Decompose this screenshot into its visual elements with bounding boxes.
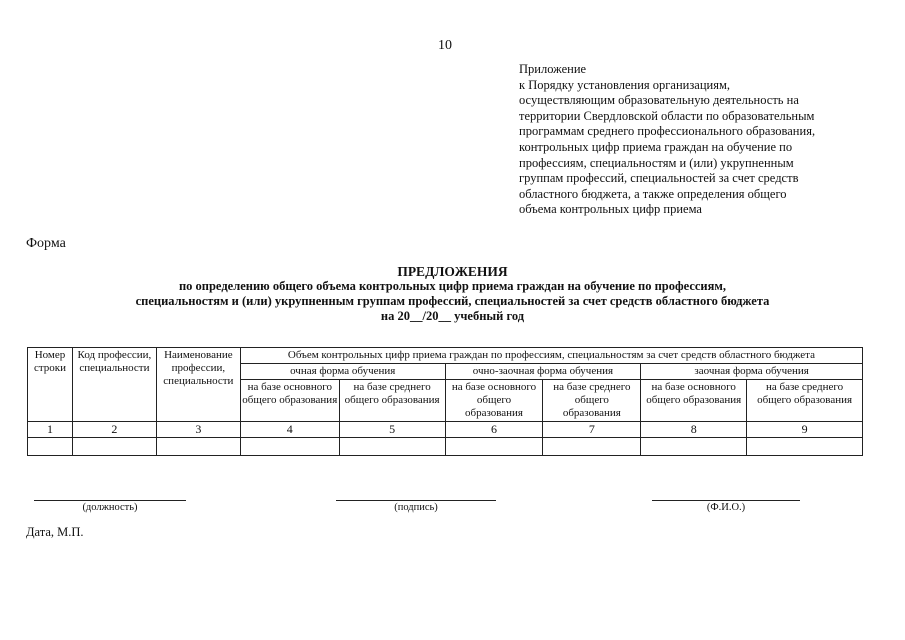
column-number: 5 [339, 422, 445, 438]
column-number: 8 [641, 422, 747, 438]
column-number: 1 [28, 422, 73, 438]
table-cell[interactable] [72, 438, 156, 456]
header-basic-education: на базе основного общего образования [641, 380, 747, 422]
table-cell[interactable] [240, 438, 339, 456]
table-cell[interactable] [747, 438, 863, 456]
signature-full-name: (Ф.И.О.) [652, 500, 800, 513]
title-line: специальностям и (или) укрупненным группам профессий, специальностей за счет средств областного бюджета [135, 294, 770, 308]
table-cell[interactable] [28, 438, 73, 456]
header-extramural: заочная форма обучения [641, 364, 863, 380]
header-secondary-education: на базе среднего общего образования [339, 380, 445, 422]
signature-sign: (подпись) [336, 500, 496, 513]
appendix-line: территории Свердловской области по образовательным [519, 108, 815, 123]
column-number: 7 [543, 422, 641, 438]
appendix-line: к Порядку установления организациям, [519, 77, 730, 92]
proposals-table [27, 347, 863, 456]
column-number: 2 [72, 422, 156, 438]
header-basic-education: на базе основного общего образования [445, 380, 543, 422]
appendix-line: областного бюджета, а также определения общего [519, 186, 787, 201]
document-title [0, 264, 905, 324]
table-cell[interactable] [156, 438, 240, 456]
header-code: Код профессии, специальности [72, 348, 156, 422]
appendix-line: программам среднего профессионального образования, [519, 124, 816, 139]
header-group: Объем контрольных цифр приема граждан по профессиям, специальностям за счет средств областного бюджета [240, 348, 862, 364]
title-main: ПРЕДЛОЖЕНИЯ [397, 264, 508, 279]
header-basic-education: на базе основного общего образования [240, 380, 339, 422]
header-secondary-education: на базе среднего общего образования [543, 380, 641, 422]
header-part-time: очно-заочная форма обучения [445, 364, 641, 380]
header-full-time: очная форма обучения [240, 364, 445, 380]
table-cell[interactable] [339, 438, 445, 456]
column-number: 3 [156, 422, 240, 438]
date-stamp: Дата, М.П. [26, 525, 84, 539]
header-row-number: Номер строки [28, 348, 73, 422]
appendix-line: группам профессий, специальностей за счет средств [519, 171, 799, 186]
title-line: по определению общего объема контрольных цифр приема граждан на обучение по профессиям, [178, 279, 727, 293]
appendix-line: профессиям, специальностям и (или) укрупненным [519, 155, 794, 170]
column-number: 4 [240, 422, 339, 438]
column-number: 6 [445, 422, 543, 438]
appendix-line: осуществляющим образовательную деятельность на [519, 93, 799, 108]
column-number: 9 [747, 422, 863, 438]
appendix-note [519, 62, 889, 218]
table-cell[interactable] [543, 438, 641, 456]
appendix-line: Приложение [519, 62, 587, 76]
appendix-line: объема контрольных цифр приема [519, 202, 702, 217]
appendix-line: контрольных цифр приема граждан на обучение по [519, 139, 793, 154]
signature-position: (должность) [34, 500, 186, 513]
header-name: Наименование профессии, специальности [156, 348, 240, 422]
form-label: Форма [26, 236, 66, 251]
table-cell[interactable] [445, 438, 543, 456]
title-line: на 20__/20__ учебный год [380, 309, 525, 323]
table-cell[interactable] [641, 438, 747, 456]
header-secondary-education: на базе среднего общего образования [747, 380, 863, 422]
page-number: 10 [438, 38, 452, 53]
